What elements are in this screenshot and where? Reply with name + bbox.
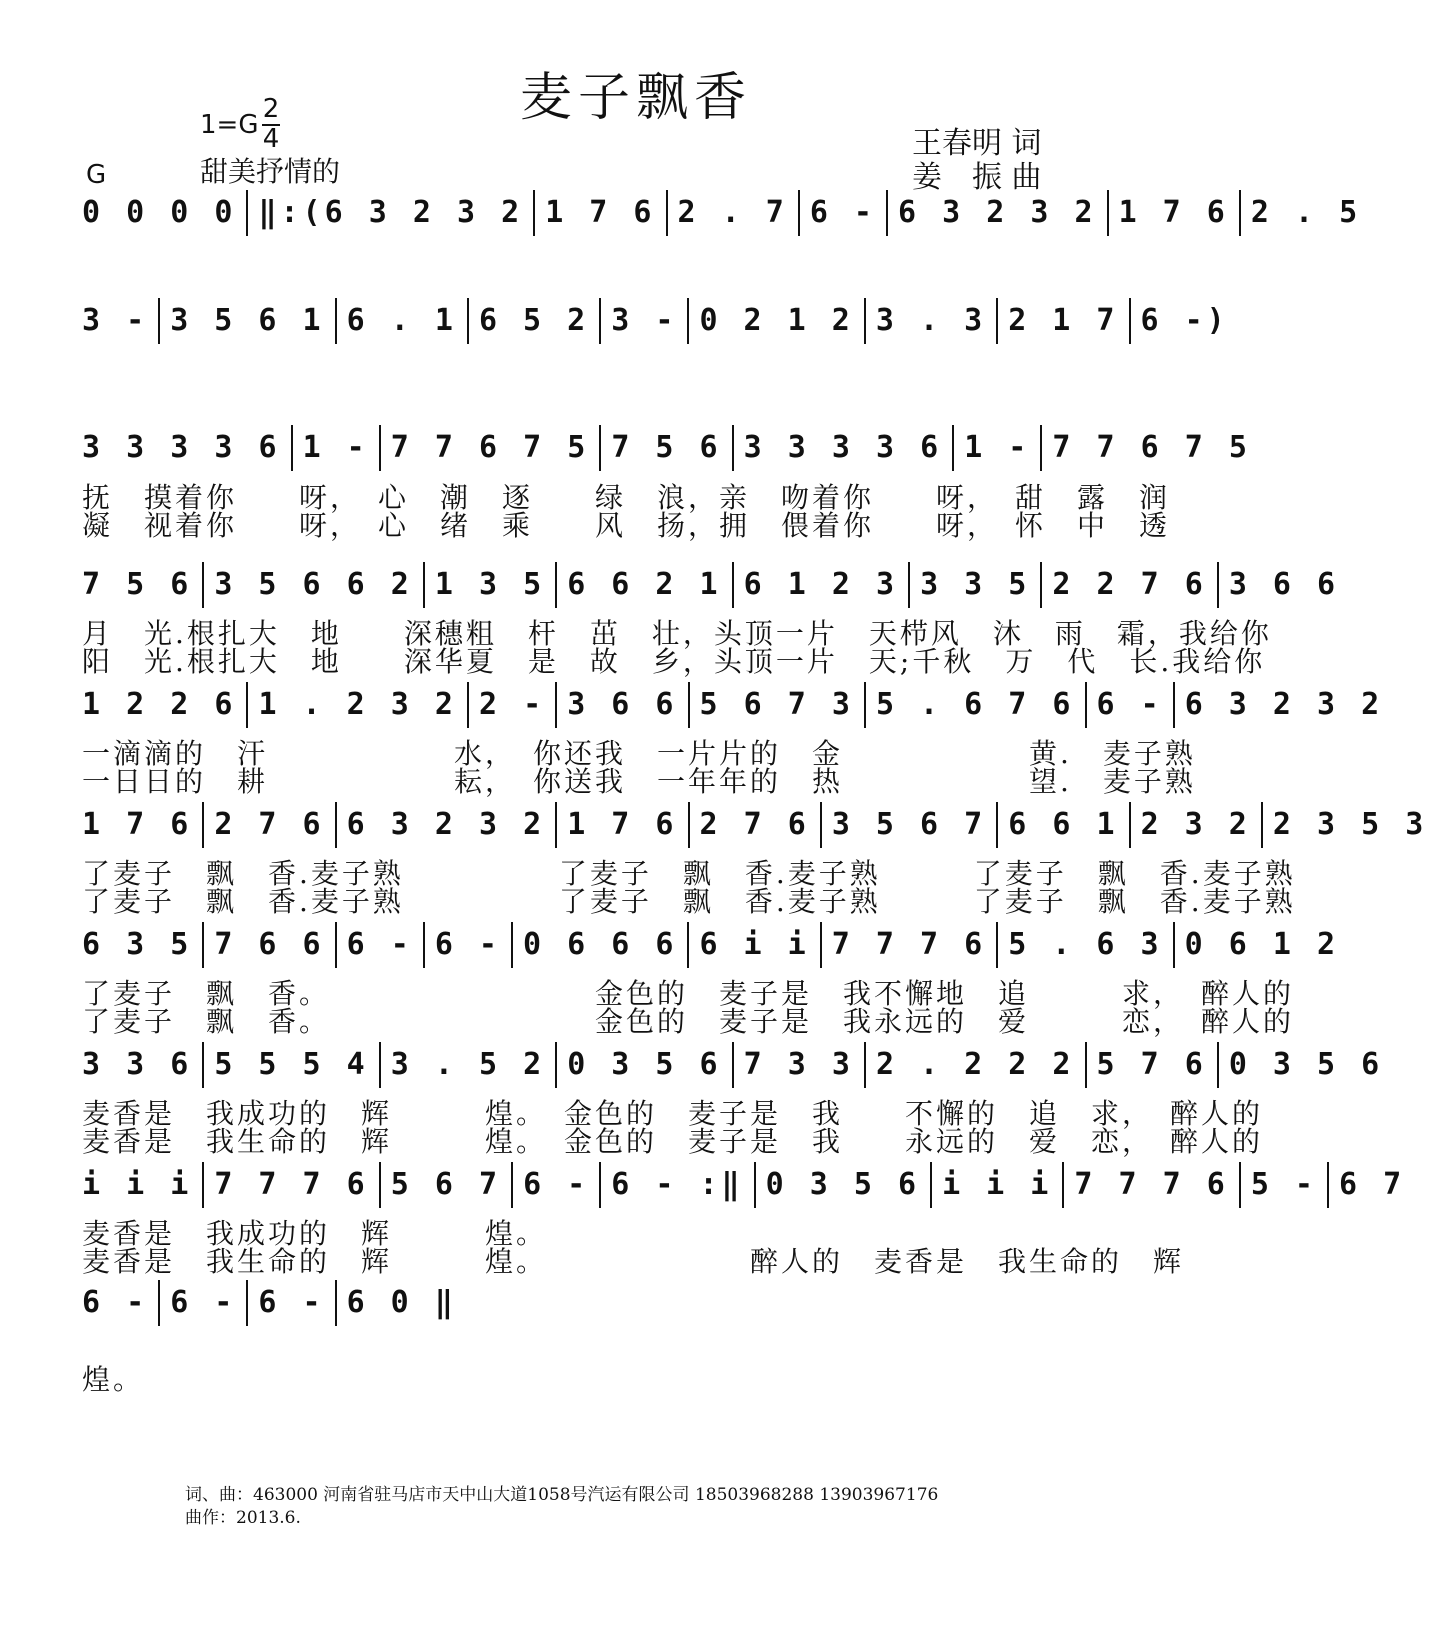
measure: i i i xyxy=(82,1162,204,1208)
measure: 3 5 6 7 xyxy=(822,802,998,848)
measure: 6 - xyxy=(1087,682,1175,728)
measure: 6 -) xyxy=(1140,303,1229,338)
measure: 6 3 2 3 2 xyxy=(1184,687,1384,722)
measure: 7 5 6 xyxy=(601,425,733,471)
measure: 1 7 6 xyxy=(557,802,689,848)
measure: 3 5 6 1 xyxy=(160,298,336,344)
notation-line xyxy=(82,1042,1393,1088)
lyric-line: 煌。 xyxy=(82,1363,145,1396)
measure: 1 7 6 xyxy=(535,190,667,236)
measure: 6 6 1 xyxy=(998,802,1130,848)
page-title: 麦子飘香 xyxy=(519,68,752,128)
lyric-line: 麦香是 我生命的 辉 煌。 醉人的 麦香是 我生命的 辉 xyxy=(82,1245,1185,1278)
measure: 7 7 6 7 5 xyxy=(1052,430,1251,465)
lyric-line: 麦香是 我成功的 辉 煌。 金色的 麦子是 我 不懈的 追 求， 醉人的 xyxy=(82,1097,1264,1130)
time-signature-bottom: 4 xyxy=(262,124,280,154)
lyricist-credit: 王春明 词 xyxy=(912,126,1042,161)
lyric-line: 了麦子 飘 香。 金色的 麦子是 我不懈地 追 求， 醉人的 xyxy=(82,977,1295,1010)
measure: 0 6 1 2 xyxy=(1184,927,1340,962)
measure: 0 6 6 6 xyxy=(513,922,689,968)
measure: 6 3 5 xyxy=(82,922,204,968)
measure: 5 5 5 4 xyxy=(204,1042,380,1088)
measure: 3 5 6 6 2 xyxy=(204,562,425,608)
measure: 1 2 2 6 xyxy=(82,682,248,728)
composer-credit: 姜 振 曲 xyxy=(912,160,1042,195)
notation-line xyxy=(82,562,1349,608)
measure: 1 7 6 xyxy=(1109,190,1241,236)
measure: 6 3 2 3 2 xyxy=(888,190,1109,236)
measure: 6 - xyxy=(337,922,425,968)
footer-contact: 词、曲：463000 河南省驻马店市天中山大道1058号汽运有限公司 18503968288 13903967176 xyxy=(185,1485,939,1505)
measure: 0 3 5 6 xyxy=(557,1042,733,1088)
notation-line xyxy=(82,1162,1415,1208)
tempo-marking: 甜美抒情的 xyxy=(200,155,341,188)
lyric-line: 了麦子 飘 香.麦子熟 了麦子 飘 香.麦子熟 了麦子 飘 香.麦子熟 xyxy=(82,857,1296,890)
measure: 3 . 5 2 xyxy=(381,1042,557,1088)
measure: 6 - xyxy=(513,1162,601,1208)
measure: 7 7 6 7 5 xyxy=(381,425,602,471)
notation-line xyxy=(82,802,1437,848)
measure: 1 . 2 3 2 xyxy=(248,682,469,728)
measure: 6 1 2 3 xyxy=(734,562,910,608)
measure: 0 2 1 2 xyxy=(689,298,865,344)
notation-line xyxy=(82,190,1371,236)
measure: 2 . 5 xyxy=(1250,195,1362,230)
notation-line xyxy=(82,682,1393,728)
measure: 2 3 5 3 xyxy=(1272,807,1428,842)
measure: 7 7 7 6 xyxy=(1064,1162,1240,1208)
measure: 5 . 6 7 6 xyxy=(866,682,1087,728)
measure: 6 - xyxy=(800,190,888,236)
notation-line xyxy=(82,1280,467,1326)
measure: 6 5 2 xyxy=(469,298,601,344)
measure: 1 7 6 xyxy=(82,802,204,848)
measure: 2 - xyxy=(469,682,557,728)
measure: 7 6 6 xyxy=(204,922,336,968)
measure: 7 3 3 xyxy=(734,1042,866,1088)
notation-line xyxy=(82,922,1349,968)
measure: 2 1 7 xyxy=(998,298,1130,344)
measure: 6 i i xyxy=(689,922,821,968)
measure: 3 - xyxy=(601,298,689,344)
measure: 7 5 6 xyxy=(82,562,204,608)
measure: 2 . 2 2 2 xyxy=(866,1042,1087,1088)
measure: 6 - xyxy=(425,922,513,968)
measure: 6 - :‖ xyxy=(601,1162,755,1208)
lyric-line: 一日日的 耕 耘， 你送我 一年年的 热 望. 麦子熟 xyxy=(82,765,1196,798)
measure: 5 6 7 xyxy=(381,1162,513,1208)
measure: 2 7 6 xyxy=(690,802,822,848)
lyric-line: 一滴滴的 汗 水， 你还我 一片片的 金 黄. 麦子熟 xyxy=(82,737,1196,770)
measure: 3 3 3 3 6 xyxy=(734,425,955,471)
key-signature: 1=G xyxy=(200,110,259,140)
measure: 3 3 5 xyxy=(910,562,1042,608)
measure: 1 - xyxy=(293,425,381,471)
measure: 6 - xyxy=(248,1280,336,1326)
measure: 2 2 7 6 xyxy=(1042,562,1218,608)
measure: 6 . 1 xyxy=(337,298,469,344)
time-signature xyxy=(262,96,280,154)
measure: 7 7 7 6 xyxy=(204,1162,380,1208)
measure: 3 - xyxy=(82,298,160,344)
lyric-line: 抚 摸着你 呀， 心 潮 逐 绿 浪，亲 吻着你 呀， 甜 露 润 xyxy=(82,481,1171,514)
measure: 1 - xyxy=(954,425,1042,471)
measure: 5 - xyxy=(1241,1162,1329,1208)
lyric-line: 凝 视着你 呀， 心 绪 乘 风 扬，拥 偎着你 呀， 怀 中 透 xyxy=(82,509,1171,542)
measure: 6 6 2 1 xyxy=(557,562,733,608)
measure: 5 7 6 xyxy=(1087,1042,1219,1088)
measure: 0 0 0 0 xyxy=(82,190,248,236)
notation-line xyxy=(82,298,1239,344)
lyric-line: 阳 光.根扎大 地 深华夏 是 故 乡，头顶一片 天;千秋 万 代 长.我给你 xyxy=(82,645,1266,678)
measure: 0 3 5 6 xyxy=(756,1162,932,1208)
lyric-line: 月 光.根扎大 地 深穗粗 杆 茁 壮，头顶一片 天栉风 沐 雨 霜，我给你 xyxy=(82,617,1272,650)
measure: 1 3 5 xyxy=(425,562,557,608)
measure: 2 . 7 xyxy=(668,190,800,236)
measure: 6 - xyxy=(160,1280,248,1326)
measure: 0 3 5 6 xyxy=(1228,1047,1384,1082)
chord-symbol: G xyxy=(86,160,107,190)
measure: 2 3 2 xyxy=(1131,802,1263,848)
measure: 5 6 7 3 xyxy=(690,682,866,728)
measure: 5 . 6 3 xyxy=(998,922,1174,968)
time-signature-top: 2 xyxy=(262,94,280,124)
measure: 3 6 6 xyxy=(557,682,689,728)
lyric-line: 麦香是 我生命的 辉 煌。 金色的 麦子是 我 永远的 爱 恋， 醉人的 xyxy=(82,1125,1264,1158)
measure: 6 7 xyxy=(1339,1167,1406,1202)
measure: ‖:(6 3 2 3 2 xyxy=(248,190,535,236)
measure: 3 . 3 xyxy=(866,298,998,344)
measure: 6 0 ‖ xyxy=(346,1285,457,1320)
lyric-line: 麦香是 我成功的 辉 煌。 xyxy=(82,1217,548,1250)
measure: 3 3 3 3 6 xyxy=(82,425,293,471)
measure: 3 6 6 xyxy=(1228,567,1340,602)
measure: i i i xyxy=(932,1162,1064,1208)
measure: 2 7 6 xyxy=(204,802,336,848)
measure: 3 3 6 xyxy=(82,1042,204,1088)
lyric-line: 了麦子 飘 香。 金色的 麦子是 我永远的 爱 恋， 醉人的 xyxy=(82,1005,1295,1038)
measure: 6 3 2 3 2 xyxy=(337,802,558,848)
footer-date: 曲作：2013.6. xyxy=(185,1508,301,1528)
measure: 7 7 7 6 xyxy=(822,922,998,968)
lyric-line: 了麦子 飘 香.麦子熟 了麦子 飘 香.麦子熟 了麦子 飘 香.麦子熟 xyxy=(82,885,1296,918)
measure: 6 - xyxy=(82,1280,160,1326)
notation-line xyxy=(82,425,1261,471)
